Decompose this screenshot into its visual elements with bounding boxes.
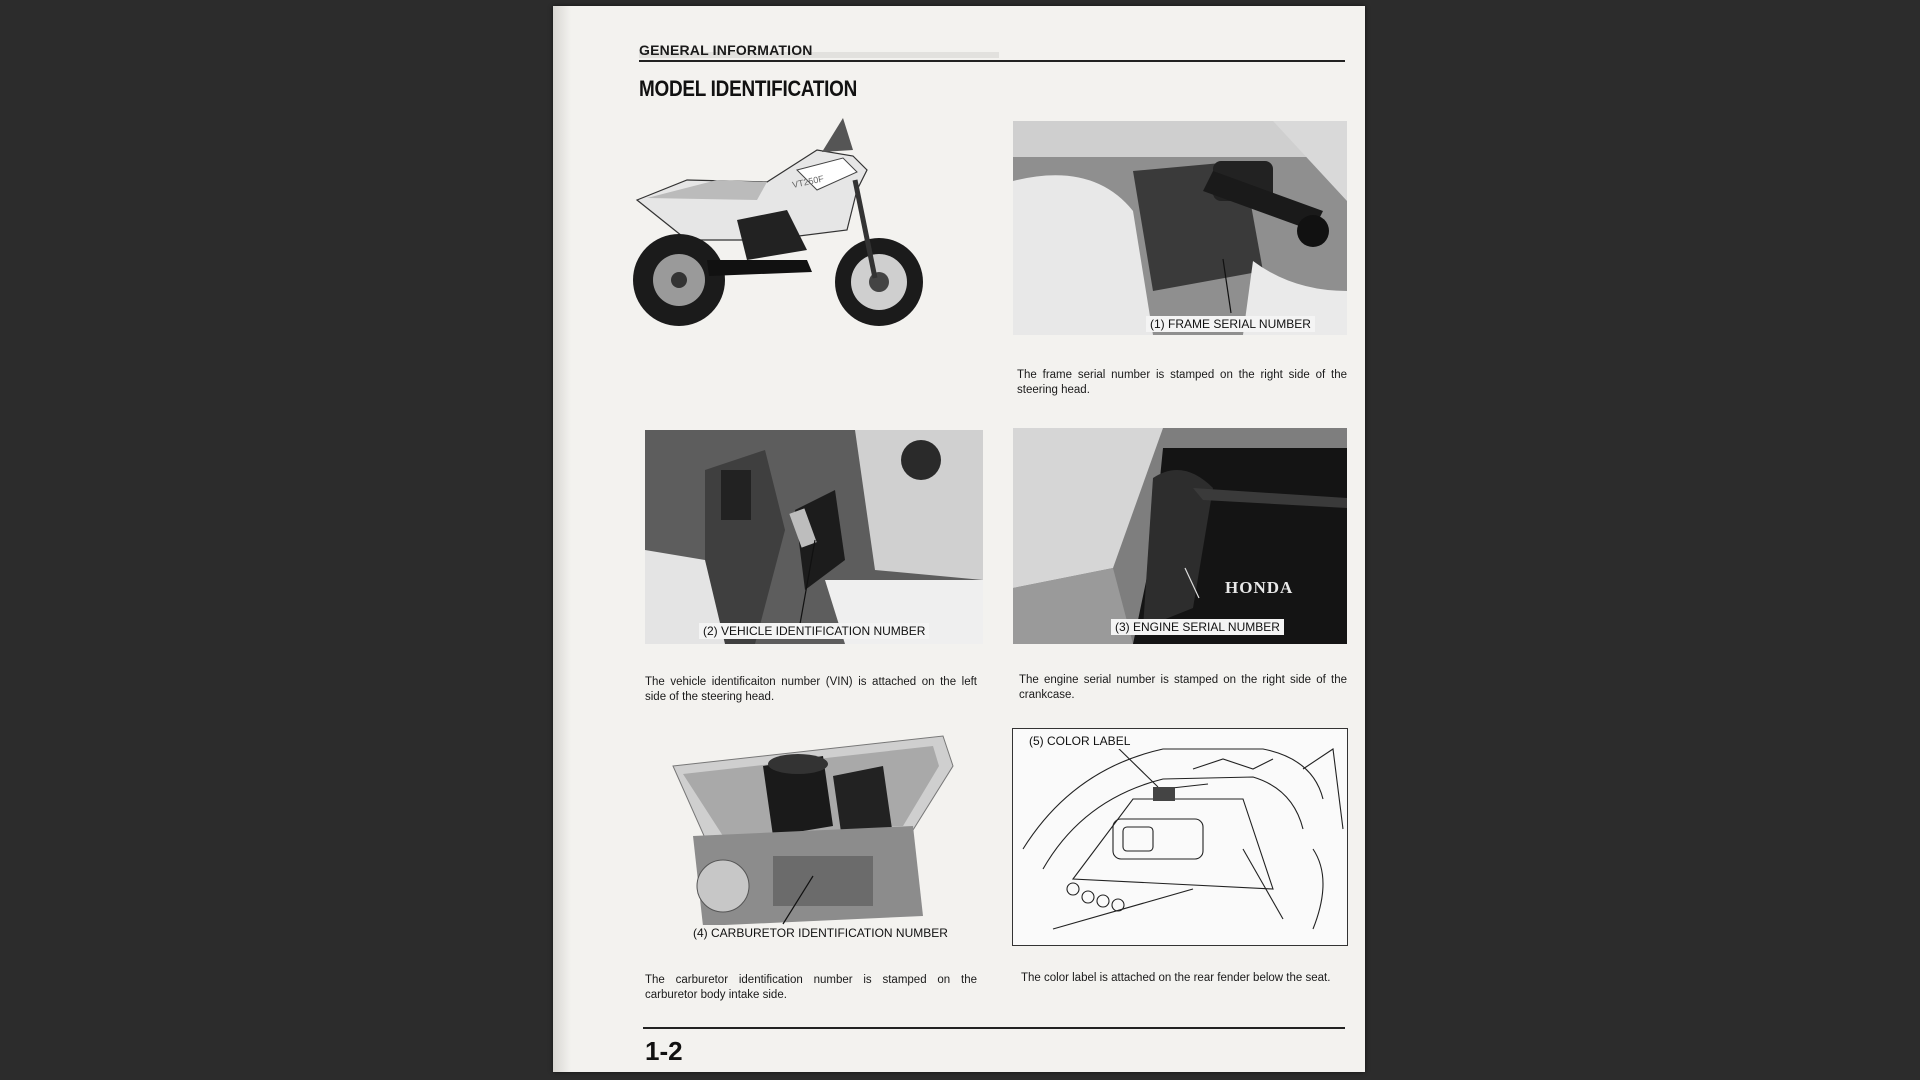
color-label-callout: (5) COLOR LABEL — [1025, 733, 1134, 749]
carburetor-caption: The carburetor identification number is stamped on the carburetor body intake side. — [645, 974, 977, 1001]
frame-serial-caption: The frame serial number is stamped on the right side of the steering head. — [1017, 369, 1347, 396]
footer-rule — [643, 1027, 1345, 1029]
vin-photo — [645, 430, 983, 644]
section-title: MODEL IDENTIFICATION — [639, 76, 858, 101]
manual-page — [553, 6, 1365, 1072]
vin-callout: (2) VEHICLE IDENTIFICATION NUMBER — [699, 623, 929, 639]
carburetor-photo — [653, 726, 979, 952]
frame-serial-photo — [1013, 121, 1347, 335]
engine-serial-photo — [1013, 428, 1347, 644]
honda-logo: HONDA — [1225, 578, 1294, 597]
carburetor-callout: (4) CARBURETOR IDENTIFICATION NUMBER — [689, 925, 952, 941]
engine-serial-callout: (3) ENGINE SERIAL NUMBER — [1111, 619, 1284, 635]
page-number: 1-2 — [645, 1036, 683, 1066]
running-header: GENERAL INFORMATION — [639, 42, 813, 58]
vin-caption: The vehicle identificaiton number (VIN) is attached on the left side of the steering head. — [645, 676, 977, 703]
svg-text:VT250F: VT250F — [791, 173, 825, 190]
engine-serial-caption: The engine serial number is stamped on the right side of the crankcase. — [1019, 674, 1347, 701]
color-label-caption: The color label is attached on the rear fender below the seat. — [1021, 972, 1331, 984]
frame-serial-callout: (1) FRAME SERIAL NUMBER — [1146, 316, 1315, 332]
motorcycle-photo — [617, 110, 949, 342]
color-label-drawing — [1012, 728, 1348, 946]
header-rule — [639, 60, 1345, 62]
